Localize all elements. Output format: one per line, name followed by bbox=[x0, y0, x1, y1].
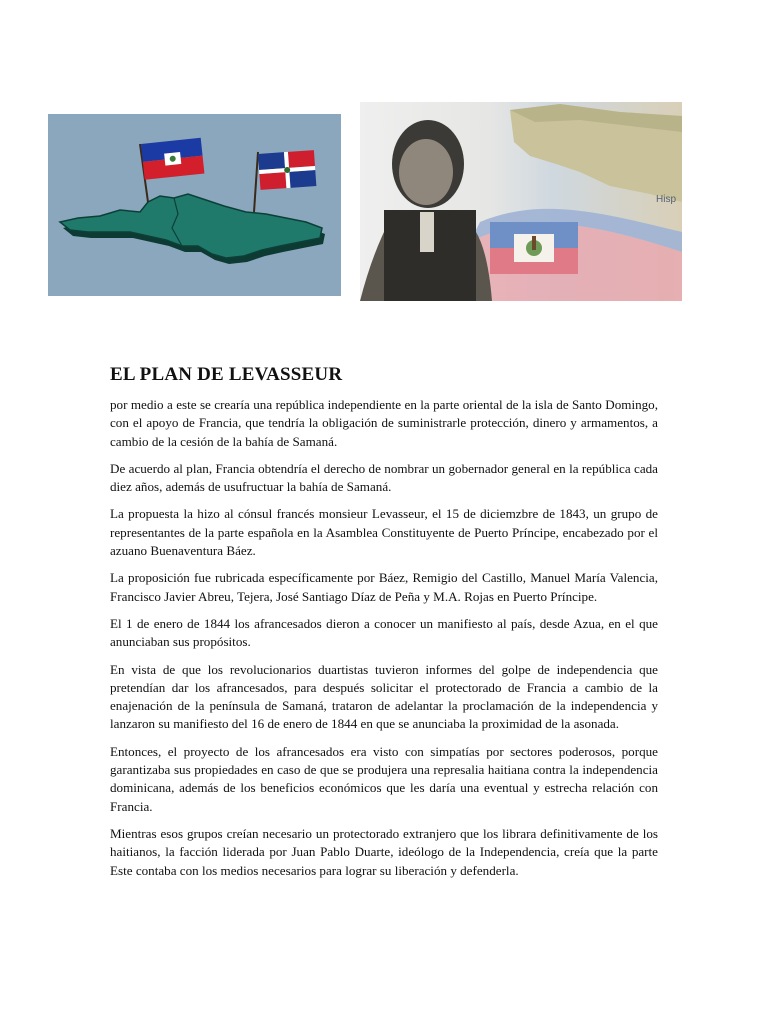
document-title: EL PLAN DE LEVASSEUR bbox=[110, 364, 343, 385]
haiti-flag bbox=[141, 138, 204, 180]
haiti-flag-small bbox=[490, 222, 578, 274]
portrait-map-collage-image bbox=[360, 102, 682, 301]
paragraph-2: De acuerdo al plan, Francia obtendría el derecho de nombrar un gobernador general en la república cada diez años, además de usufructuar la bahía de Samaná. bbox=[110, 460, 658, 495]
paragraph-3: La propuesta la hizo al cónsul francés monsieur Levasseur, el 15 de diciemzbre de 1843, un grupo de representantes de la parte española en la Asamblea Constituyente de Puerto Príncipe, encabezado por el azuano Buenaventura Báez. bbox=[110, 506, 658, 559]
paragraph-7: Entonces, el proyecto de los afrancesados era visto con simpatías por sectores poderosos, porque garantizaba sus propiedades en caso de que se produjera una represalia haitiana contra la independencia dominicana, además de los beneficios económicos que les daría una eventual y estrecha relación con Francia. bbox=[110, 743, 658, 814]
island-map-illustration bbox=[48, 114, 341, 296]
paragraph-1: por medio a este se crearía una república independiente en la parte oriental de la isla de Santo Domingo, con el apoyo de Francia, que tendría la obligación de suministrarle protección, dinero y armamentos, a cambio de la cesión de la bahía de Samaná. bbox=[110, 397, 658, 449]
paragraph-5: El 1 de enero de 1844 los afrancesados dieron a conocer un manifiesto al país, desde Azua, en el que anunciaban sus propósitos. bbox=[110, 615, 658, 650]
hispaniola-flags-image bbox=[48, 114, 341, 296]
paragraph-6: En vista de que los revolucionarios duartistas tuvieron informes del golpe de independencia que pretendían dar los afrancesados, para después solicitar el protectorado de Francia a cambio de la enajenación de la península de Samaná, trataron de adelantar la proclamación de la independencia y lanzaron su manifiesto del 16 de enero de 1844 en que se anunciaba la proximidad de la asonada. bbox=[110, 661, 658, 732]
map-label: Hisp bbox=[656, 194, 677, 205]
portrait-collage-illustration bbox=[360, 102, 682, 301]
paragraph-4: La proposición fue rubricada específicamente por Báez, Remigio del Castillo, Manuel María Valencia, Francisco Javier Abreu, Tejera, José Santiago Díaz de Peña y M.A. Rojas en Puerto Príncipe. bbox=[110, 570, 658, 604]
paragraph-8: Mientras esos grupos creían necesario un protectorado extranjero que los librara definitivamente de los haitianos, la facción liderada por Juan Pablo Duarte, ideólogo de la Independencia, creía que la parte Este contaba con los medios necesarios para lograr su liberación y defenderla. bbox=[110, 825, 658, 878]
dominican-flag bbox=[258, 150, 316, 190]
portrait-figure bbox=[360, 120, 492, 301]
document-body bbox=[110, 396, 658, 889]
